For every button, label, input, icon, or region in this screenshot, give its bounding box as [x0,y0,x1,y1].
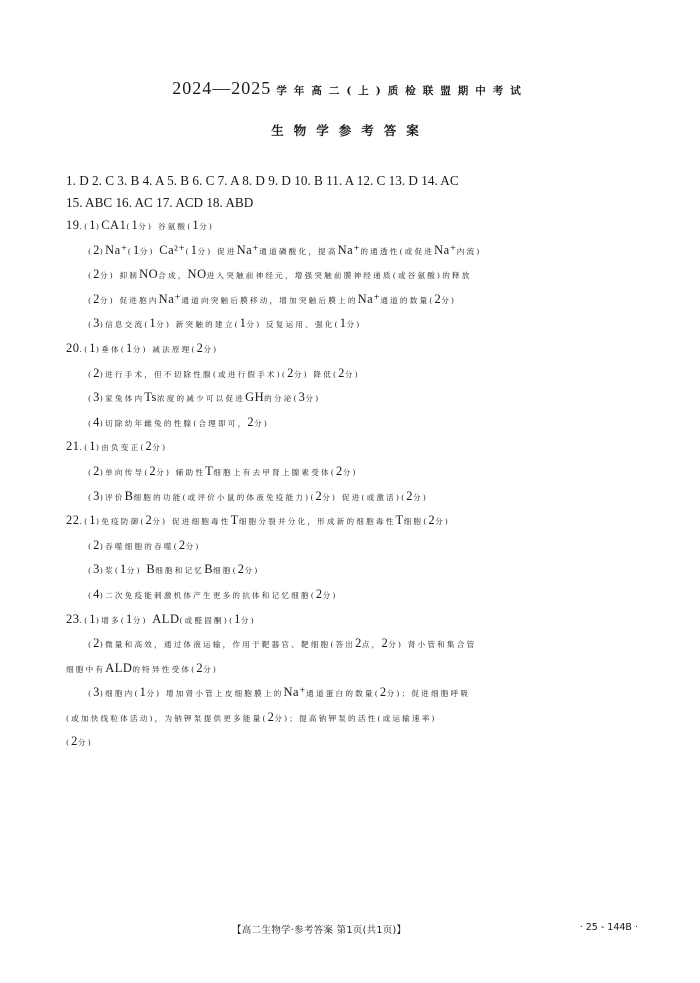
answer-line: (2)进行手术，但不切除性腺(或进行假手术)(2分) 降低(2分) [88,365,360,380]
footer-code: · 25 - 144B · [579,922,638,933]
title-year: 2024—2025 [172,78,272,98]
answer-line: (2)吞噬细胞的吞噬(2分) [88,537,201,552]
answer-line: (或加快线粒体活动)，为钠钾泵提供更多能量(2分)；提高钠钾泵的活性(或运输速率) [66,709,437,724]
page-title [0,78,700,99]
title-text: 学年高二(上)质检联盟期中考试 [276,85,528,97]
answer-line: (4)二次免疫能刺激机体产生更多的抗体和记忆细胞(2分) [88,586,338,601]
answer-line: 20.(1)垂体(1分) 减法原理(2分) [66,340,219,355]
answer-line: (2分) 抑制NO合成，NO进入突触前神经元，增强突触前膜神经递质(或谷氨酸)的释放 [88,267,472,282]
mc-answers-row-2: 15. ABC 16. AC 17. ACD 18. ABD [66,195,254,210]
answer-line: (3)浆(1分) B细胞和记忆B细胞(2分) [88,562,260,577]
answer-line: (2)微量和高效，通过体液运输，作用于靶器官、靶细胞(答出2点，2分) 肾小管和集合管 [88,636,477,651]
answer-content [66,170,646,755]
answer-line: (3)评价B细胞的功能(或评价小鼠的体液免疫能力)(2分) 促进(或激活)(2分) [88,488,428,503]
answer-line: 23.(1)增多(1分) ALD(或醛固酮)(1分) [66,611,256,626]
page-footer [0,922,700,938]
answer-line: (3)家兔体内Ts浓度的减少可以促进GH的分泌(3分) [88,390,321,405]
answer-line: 22.(1)免疫防御(2分) 促进细胞毒性T细胞分裂并分化，形成新的细胞毒性T细胞(2分) [66,513,451,528]
answer-line: (3)信息交流(1分) 新突触的建立(1分) 反复运用、强化(1分) [88,316,362,331]
answer-line: (4)切除幼年雌兔的性腺(合理即可，2分) [88,414,270,429]
answer-line: (2)Na⁺(1分) Ca²⁺(1分) 促进Na⁺通道磷酸化，提高Na⁺的通透性(或促进Na⁺内流) [88,242,482,257]
answer-line: 21.(1)由负变正(2分) [66,439,168,454]
answer-line: 细胞中有ALD的特异性受体(2分) [66,660,219,675]
answer-line: 19.(1)CA1(1分) 谷氨酸(1分) [66,218,215,232]
mc-answers-row-1: 1. D 2. C 3. B 4. A 5. B 6. C 7. A 8. D 9. D 10. B 11. A 12. C 13. D 14. AC [66,173,459,188]
page-subtitle: 生物学参考答案 [271,123,429,138]
footer-page-info: 【高二生物学·参考答案 第1页(共1页)】 [232,925,407,936]
answer-line: (2分) 促进胞内Na⁺通道向突触后膜移动，增加突触后膜上的Na⁺通道的数量(2分) [88,291,457,306]
answer-line: (2)单向传导(2分) 辅助性T细胞上有去甲肾上腺素受体(2分) [88,463,358,478]
answer-line: (2分) [66,734,93,749]
answer-lines [66,214,646,755]
answer-line: (3)细胞内(1分) 增加肾小管上皮细胞膜上的Na⁺通道蛋白的数量(2分)；促进细胞呼吸 [88,685,471,700]
